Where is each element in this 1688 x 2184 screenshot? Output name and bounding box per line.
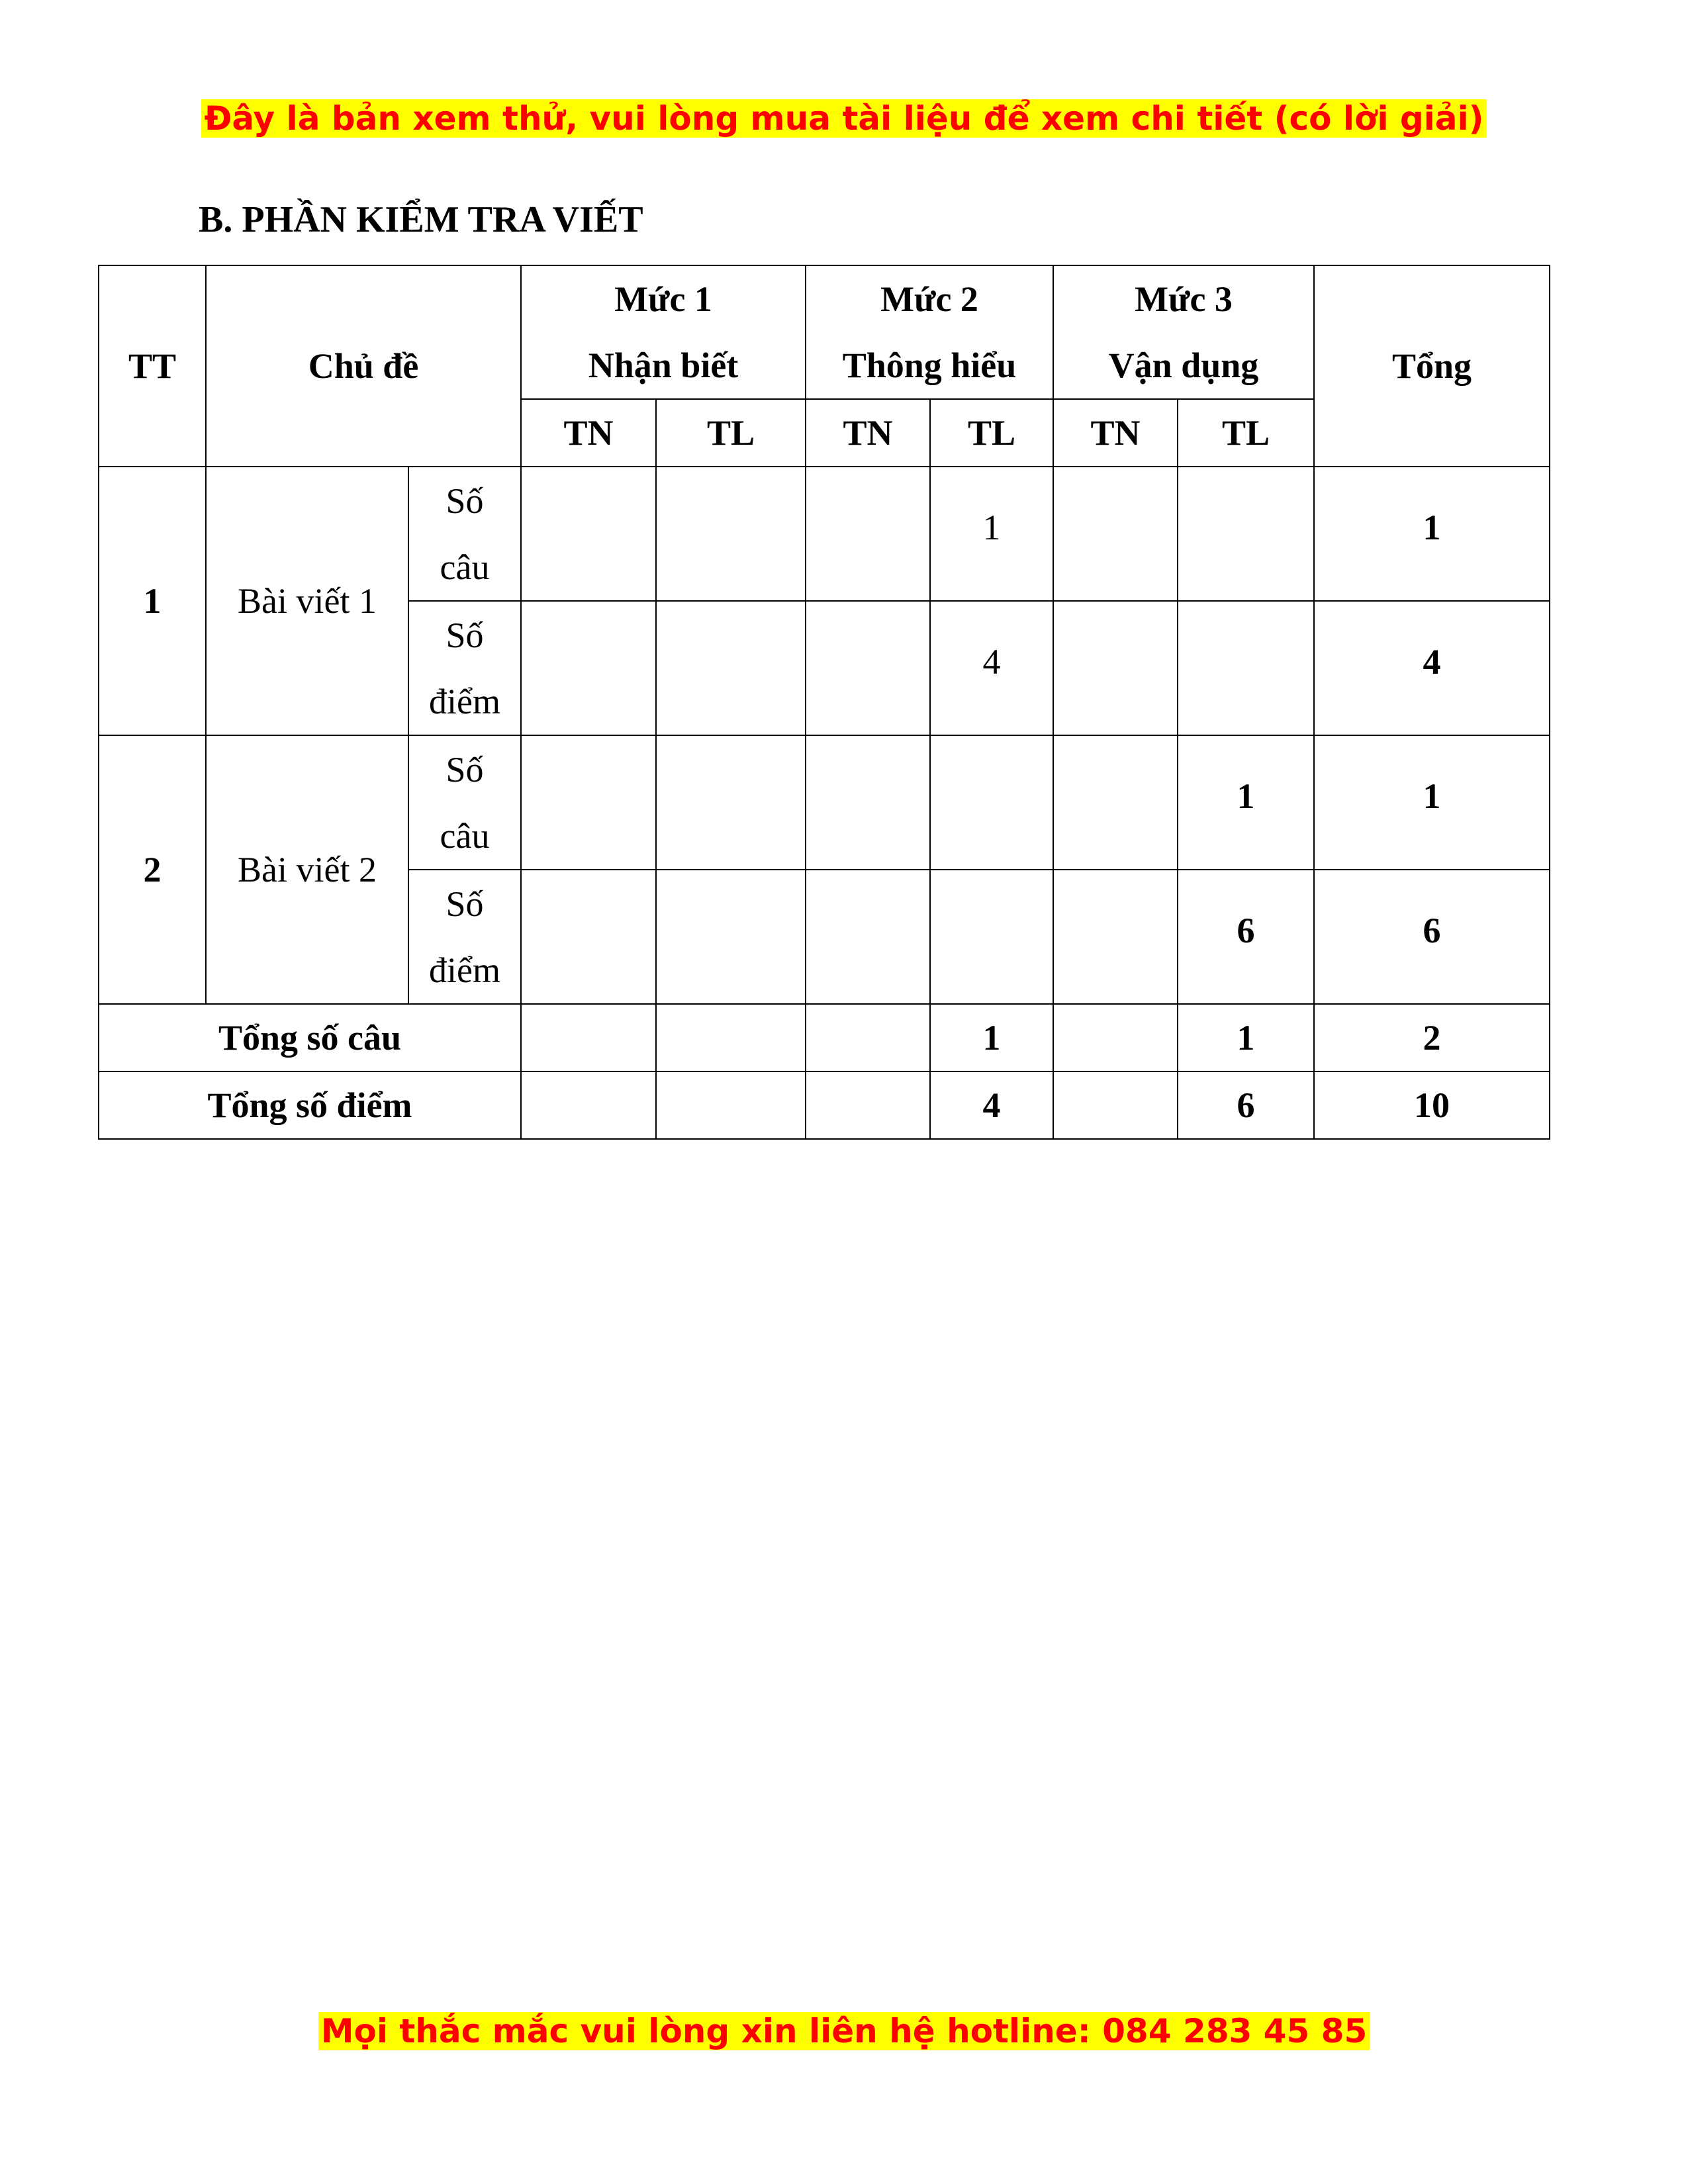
cell: [1053, 467, 1178, 601]
cell: [806, 1071, 930, 1139]
row-2-points-label: Số điểm: [408, 870, 521, 1004]
cell: [656, 1004, 806, 1071]
totals-questions-row: [99, 1004, 1550, 1071]
cell: [1053, 1004, 1178, 1071]
header-m1-tl: TL: [656, 399, 806, 467]
header-level-3: [1053, 265, 1314, 399]
cell-total: 10: [1314, 1071, 1550, 1139]
cell: 1: [1178, 1004, 1314, 1071]
row-2-tt: 2: [99, 735, 206, 1004]
cell: [656, 870, 806, 1004]
cell: [930, 735, 1053, 870]
cell: [521, 467, 656, 601]
cell-total: 1: [1314, 467, 1550, 601]
level-1-title: Mức 1: [614, 279, 712, 319]
cell: [521, 870, 656, 1004]
totals-questions-label: Tổng số câu: [99, 1004, 521, 1071]
cell: [806, 1004, 930, 1071]
table-row: [99, 735, 1550, 870]
hotline-text: Mọi thắc mắc vui lòng xin liên hệ hotline: 084 283 45 85: [318, 2012, 1370, 2050]
level-3-name: Vận dụng: [1108, 345, 1259, 385]
header-m3-tl: TL: [1178, 399, 1314, 467]
header-row: [99, 265, 1550, 399]
level-2-name: Thông hiểu: [842, 345, 1017, 385]
totals-points-label: Tổng số điểm: [99, 1071, 521, 1139]
cell: [656, 467, 806, 601]
cell: [1178, 467, 1314, 601]
cell: [1053, 601, 1178, 735]
header-level-2: [806, 265, 1053, 399]
cell: [1053, 870, 1178, 1004]
level-2-title: Mức 2: [880, 279, 978, 319]
cell-total: 2: [1314, 1004, 1550, 1071]
cell: [806, 870, 930, 1004]
header-m3-tn: TN: [1053, 399, 1178, 467]
cell: 4: [930, 1071, 1053, 1139]
cell: [656, 735, 806, 870]
header-m2-tl: TL: [930, 399, 1053, 467]
cell: [1053, 1071, 1178, 1139]
cell: [1178, 601, 1314, 735]
cell: 6: [1178, 870, 1314, 1004]
row-1-points-label: Số điểm: [408, 601, 521, 735]
cell: [806, 601, 930, 735]
cell: 4: [930, 601, 1053, 735]
header-total: Tổng: [1314, 265, 1550, 467]
row-1-topic: Bài viết 1: [206, 467, 408, 735]
header-level-1: [521, 265, 806, 399]
section-title: B. PHẦN KIỂM TRA VIẾT: [199, 199, 643, 240]
cell: [930, 870, 1053, 1004]
row-2-questions-label: Số câu: [408, 735, 521, 870]
cell: [521, 735, 656, 870]
row-1-questions-label: Số câu: [408, 467, 521, 601]
header-m1-tn: TN: [521, 399, 656, 467]
cell-total: 4: [1314, 601, 1550, 735]
table-row: [99, 467, 1550, 601]
cell: 1: [930, 1004, 1053, 1071]
cell: [806, 467, 930, 601]
cell: 1: [930, 467, 1053, 601]
header-topic: Chủ đề: [206, 265, 521, 467]
cell: [1053, 735, 1178, 870]
cell: [656, 601, 806, 735]
cell: 1: [1178, 735, 1314, 870]
cell-total: 1: [1314, 735, 1550, 870]
header-m2-tn: TN: [806, 399, 930, 467]
preview-notice-text: Đây là bản xem thử, vui lòng mua tài liệu để xem chi tiết (có lời giải): [201, 99, 1486, 138]
cell-total: 6: [1314, 870, 1550, 1004]
cell: [521, 601, 656, 735]
row-1-tt: 1: [99, 467, 206, 735]
totals-points-row: [99, 1071, 1550, 1139]
cell: [656, 1071, 806, 1139]
preview-notice-banner: [0, 97, 1688, 140]
cell: [521, 1004, 656, 1071]
cell: 6: [1178, 1071, 1314, 1139]
test-matrix-table: [98, 265, 1550, 1140]
row-2-topic: Bài viết 2: [206, 735, 408, 1004]
hotline-banner: [0, 2009, 1688, 2053]
cell: [806, 735, 930, 870]
level-1-name: Nhận biết: [588, 345, 739, 385]
level-3-title: Mức 3: [1135, 279, 1233, 319]
header-tt: TT: [99, 265, 206, 467]
cell: [521, 1071, 656, 1139]
